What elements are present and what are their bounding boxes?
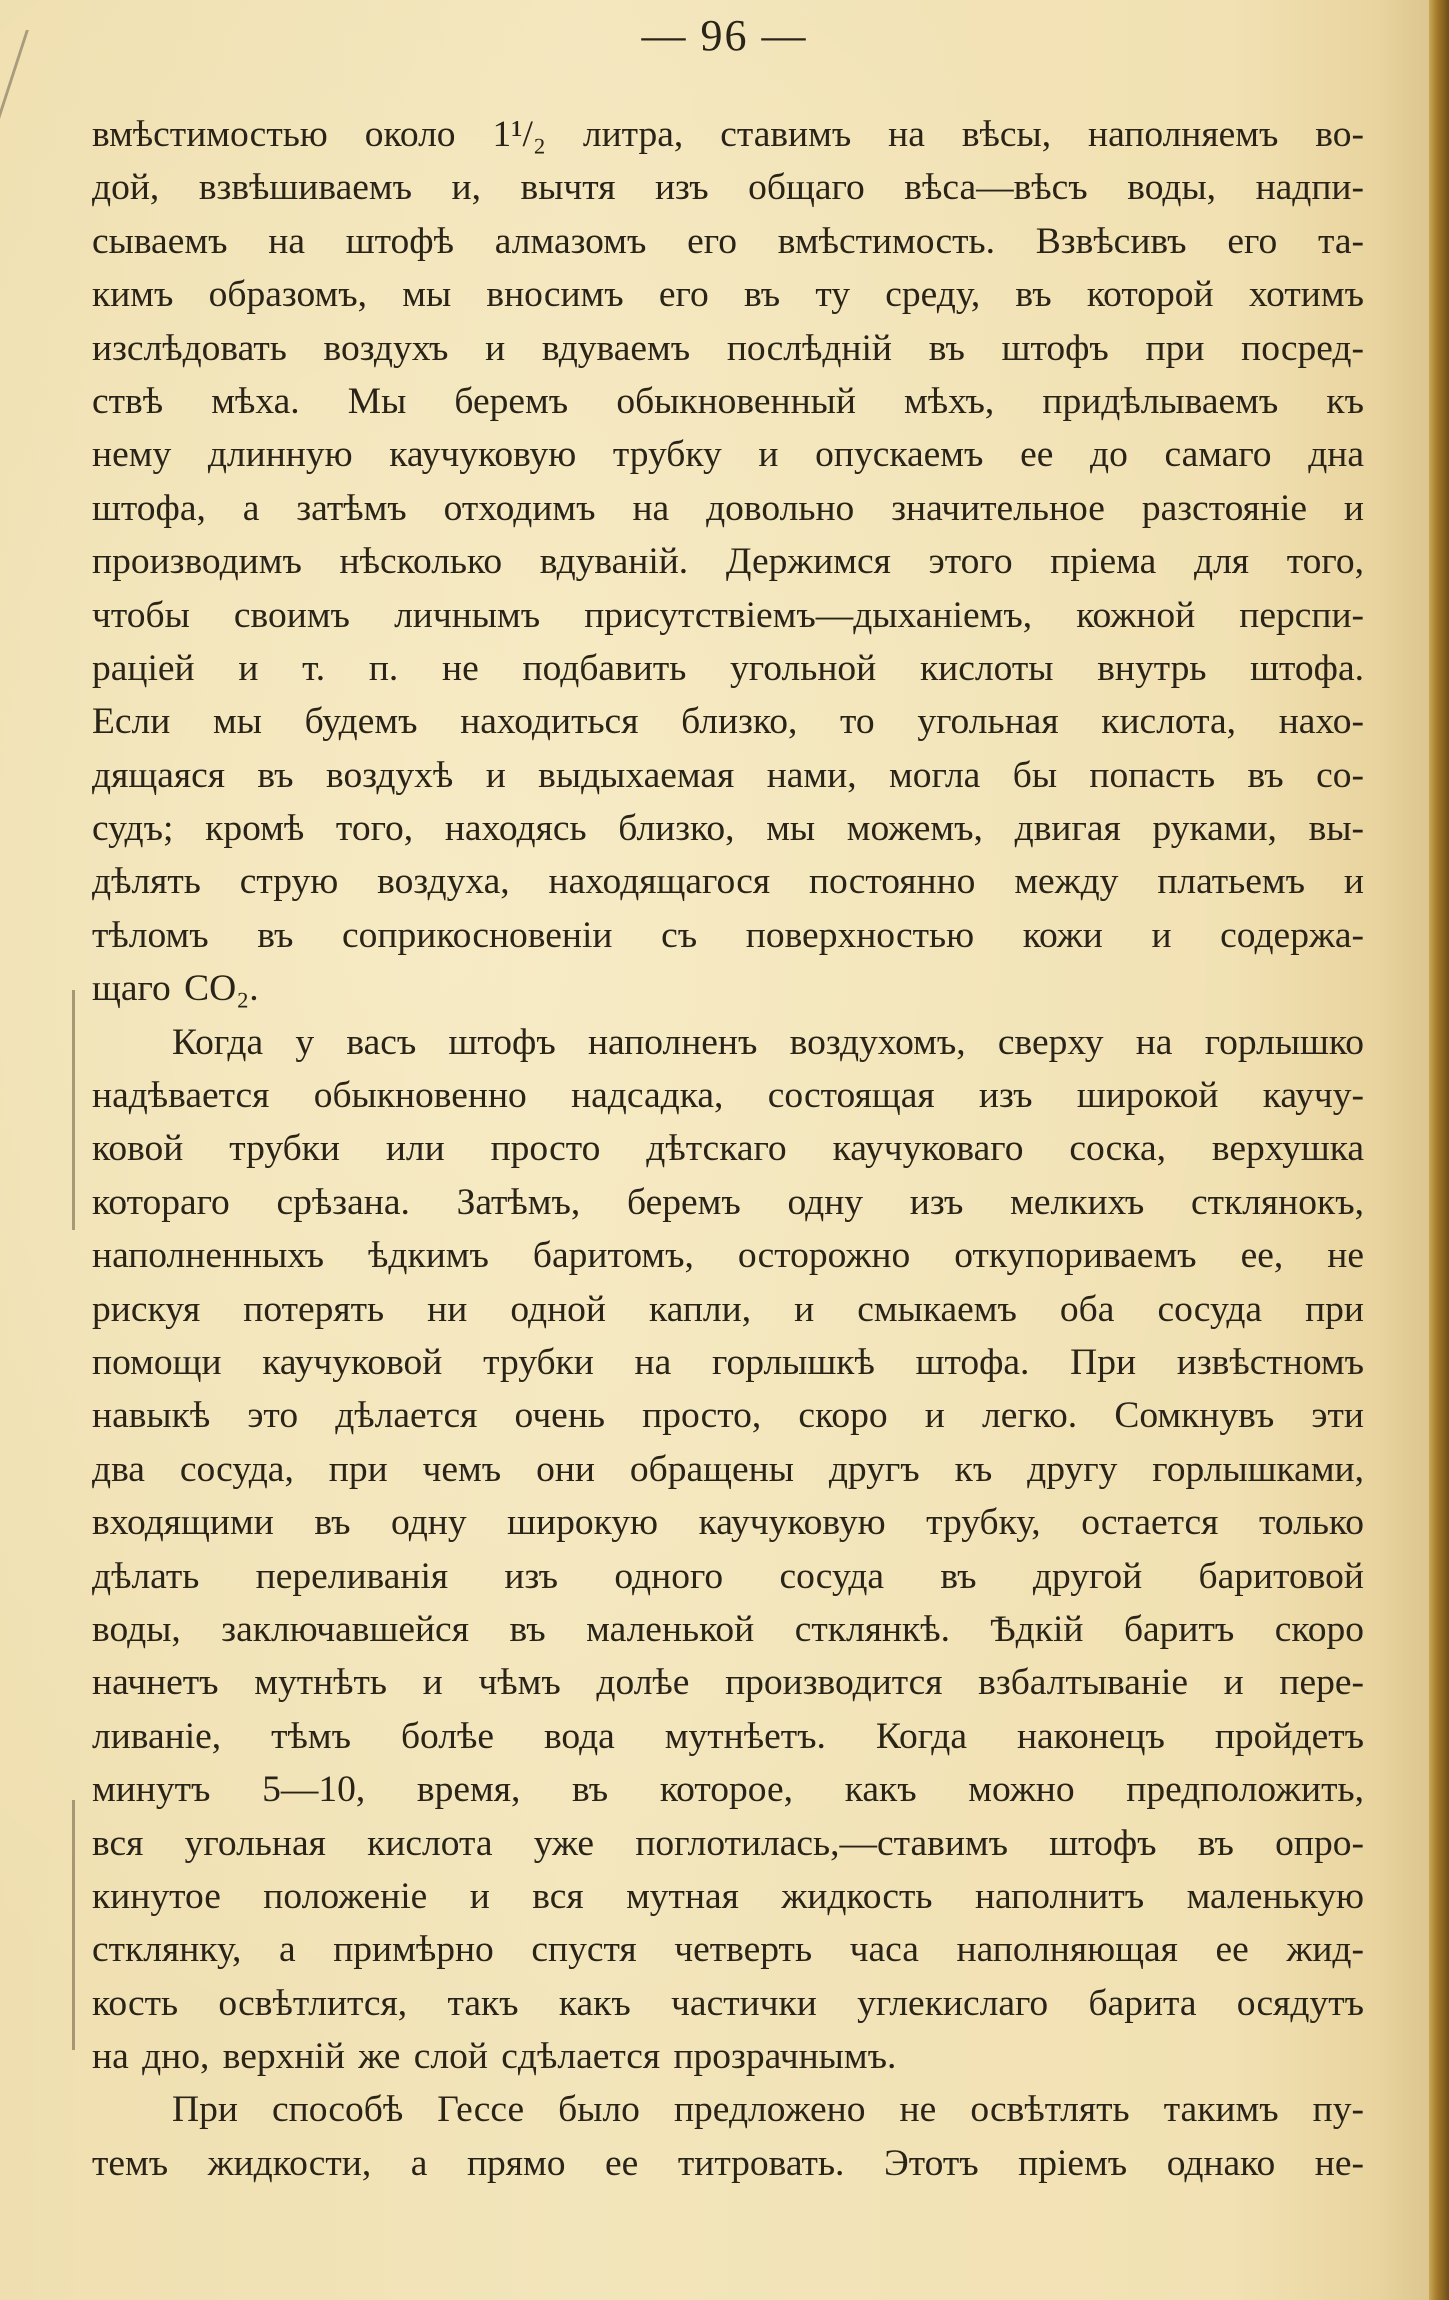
text-line: наполненныхъ ѣдкимъ баритомъ, осторожно откупориваемъ ее, не [92,1235,1364,1277]
text-line: тѣломъ въ соприкосновеніи съ поверхностью кожи и содержа- [92,914,1364,956]
text-line: производимъ нѣсколько вдуваній. Держимся этого пріема для того, [92,541,1364,583]
text-line: кинутое положеніе и вся мутная жидкость наполнитъ маленькую [92,1875,1364,1917]
text-line: кость освѣтлится, такъ какъ частички углекислаго барита осядутъ [92,1982,1364,2024]
text-line: щаго CO₂. [92,968,259,1010]
text-line: ствѣ мѣха. Мы беремъ обыкновенный мѣхъ, придѣлываемъ къ [92,380,1364,422]
text-line: Если мы будемъ находиться близко, то угольная кислота, нахо- [92,701,1364,743]
body-text [92,108,1364,2190]
text-line: надѣвается обыкновенно надсадка, состоящая изъ широкой каучу- [92,1075,1364,1117]
text-line: судъ; кромѣ того, находясь близко, мы можемъ, двигая руками, вы- [92,808,1364,850]
text-line: дѣлать переливанія изъ одного сосуда въ другой баритовой [92,1555,1364,1597]
margin-pencil-line [72,990,75,1230]
text-line: вмѣстимостью около 1¹/₂ литра, ставимъ на вѣсы, наполняемъ во- [92,114,1364,155]
text-line: помощи каучуковой трубки на горлышкѣ штофа. При извѣстномъ [92,1341,1364,1383]
text-line: стклянку, а примѣрно спустя четверть часа наполняющая ее жид- [92,1929,1364,1971]
text-line: рискуя потерять ни одной капли, и смыкаемъ оба сосуда при [92,1288,1364,1330]
paragraph-first-line: При способѣ Гессе было предложено не освѣтлять такимъ пу- [172,2089,1364,2131]
text-line: воды, заключавшейся въ маленькой стклянкѣ. Ѣдкій баритъ скоро [92,1608,1364,1650]
text-line: дѣлять струю воздуха, находящагося постоянно между платьемъ и [92,861,1364,903]
text-line: темъ жидкости, а прямо ее титровать. Этотъ пріемъ однако не- [92,2142,1364,2184]
text-line: раціей и т. п. не подбавить угольной кислоты внутрь штофа. [92,647,1364,689]
text-line: ливаніе, тѣмъ болѣе вода мутнѣетъ. Когда наконецъ пройдетъ [92,1715,1364,1757]
text-line: входящими въ одну широкую каучуковую трубку, остается только [92,1502,1364,1544]
text-line: чтобы своимъ личнымъ присутствіемъ—дыханіемъ, кожной перспи- [92,594,1364,636]
text-line: дящаяся въ воздухѣ и выдыхаемая нами, могла бы попасть въ со- [92,754,1364,796]
text-line: кимъ образомъ, мы вносимъ его въ ту среду, въ которой хотимъ [92,274,1364,316]
page-number: — 96 — [641,11,808,60]
text-line: штофа, а затѣмъ отходимъ на довольно значительное разстояніе и [92,487,1364,529]
text-line: изслѣдовать воздухъ и вдуваемъ послѣдній въ штофъ при посред- [92,327,1364,369]
text-line: сываемъ на штофѣ алмазомъ его вмѣстимость. Взвѣсивъ его та- [92,220,1364,262]
text-line: на дно, верхній же слой сдѣлается прозрачнымъ. [92,2036,897,2078]
text-line: начнетъ мутнѣть и чѣмъ долѣе производится взбалтываніе и пере- [92,1662,1364,1704]
margin-pencil-line [72,1800,75,2050]
text-line: вся угольная кислота уже поглотилась,—ставимъ штофъ въ опро- [92,1822,1364,1864]
text-line: дой, взвѣшиваемъ и, вычтя изъ общаго вѣса—вѣсъ воды, надпи- [92,167,1364,209]
text-line: навыкѣ это дѣлается очень просто, скоро и легко. Сомкнувъ эти [92,1395,1364,1437]
text-line: два сосуда, при чемъ они обращены другъ къ другу горлышками, [92,1448,1364,1490]
text-line: нему длинную каучуковую трубку и опускаемъ ее до самаго дна [92,434,1364,476]
page-edge [1429,0,1449,2300]
text-line: ковой трубки или просто дѣтскаго каучуковаго соска, верхушка [92,1128,1364,1170]
text-line: минутъ 5—10, время, въ которое, какъ можно предположить, [92,1769,1364,1811]
text-line: котораго срѣзана. Затѣмъ, беремъ одну изъ мелкихъ стклянокъ, [92,1181,1364,1223]
paragraph-first-line: Когда у васъ штофъ наполненъ воздухомъ, сверху на горлышко [172,1021,1364,1063]
